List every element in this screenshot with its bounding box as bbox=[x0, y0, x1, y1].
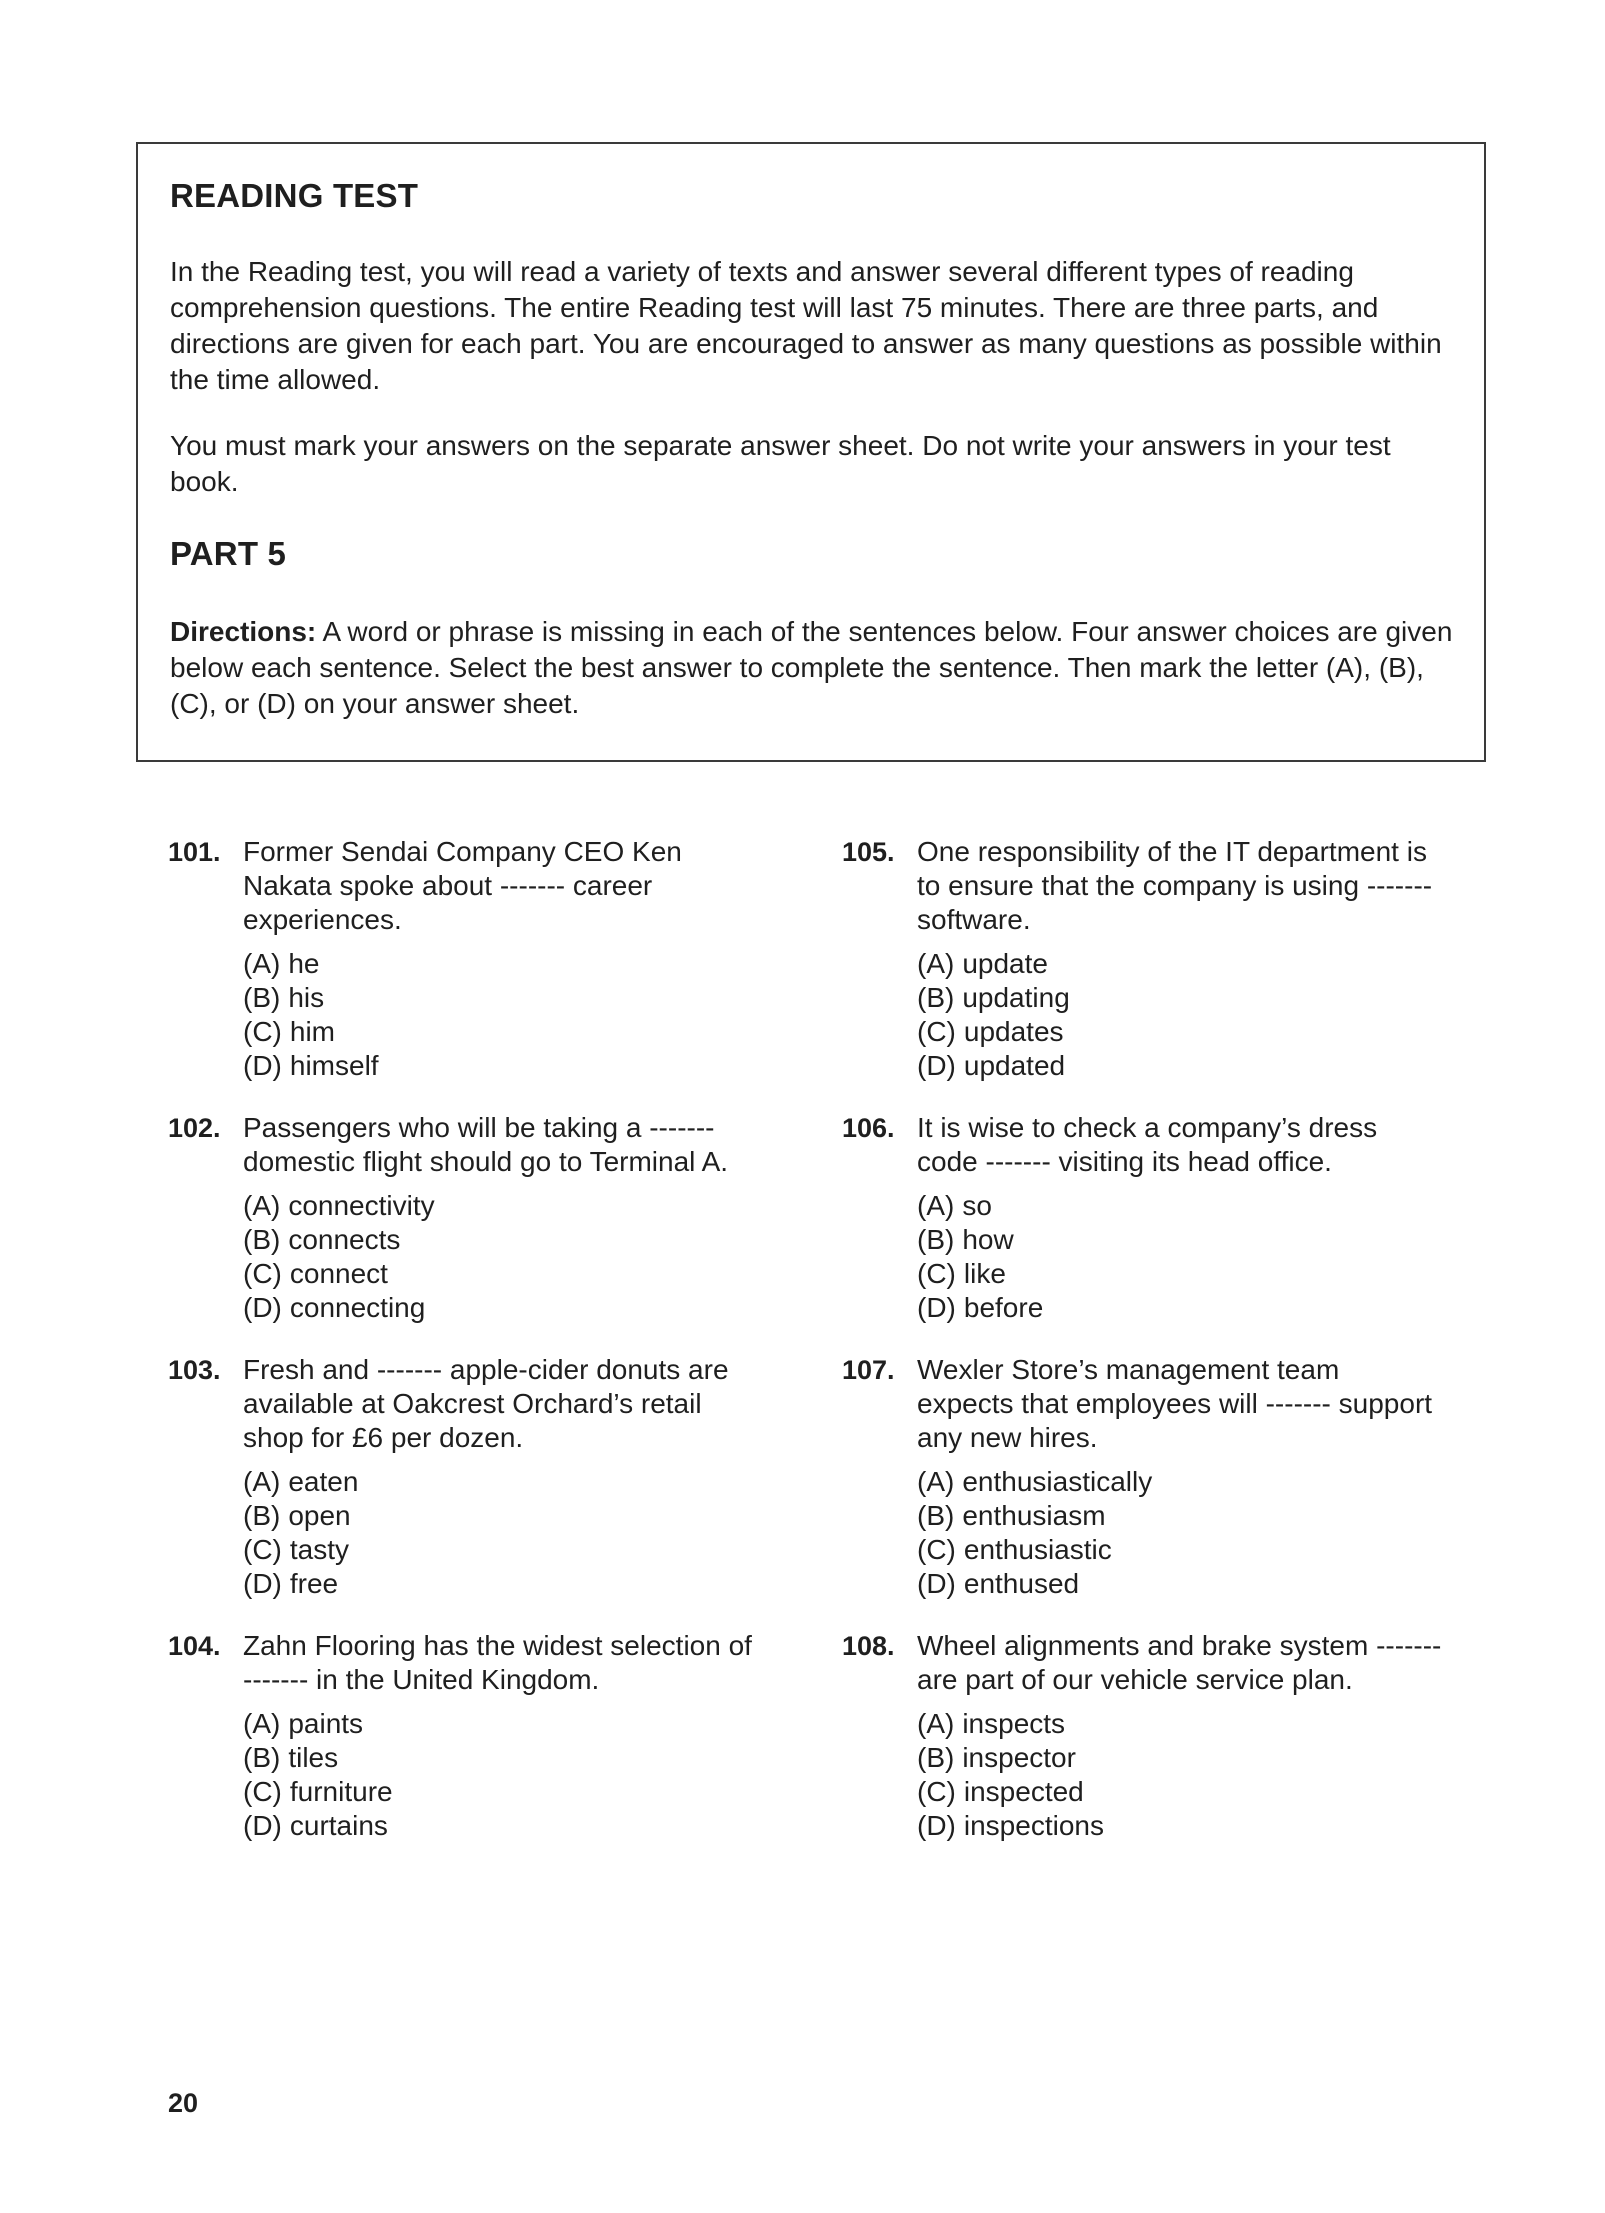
question-number: 102. bbox=[168, 1113, 221, 1143]
question-text: One responsibility of the IT department is to ensure that the company is using ------- software. bbox=[917, 836, 1433, 935]
option-letter: (A) bbox=[243, 948, 281, 979]
part-title: PART 5 bbox=[170, 535, 287, 572]
option-text: open bbox=[288, 1500, 351, 1531]
option-text: enthusiastic bbox=[963, 1534, 1112, 1565]
option-letter: (D) bbox=[243, 1050, 282, 1081]
questions-left-column bbox=[168, 835, 768, 1843]
option-text: paints bbox=[288, 1708, 364, 1739]
intro-paragraph: In the Reading test, you will read a variety of texts and answer several different types of reading comprehension questions. The entire Reading test will last 75 minutes. There are three parts, and directions are given for each part. You are encouraged to answer as many questions as possible within the time allowed. bbox=[170, 256, 1442, 395]
option-letter: (D) bbox=[917, 1568, 956, 1599]
option-letter: (D) bbox=[917, 1050, 956, 1081]
option-text: his bbox=[288, 982, 325, 1013]
option-b[interactable] bbox=[243, 1223, 768, 1257]
option-letter: (C) bbox=[243, 1776, 282, 1807]
option-d[interactable] bbox=[243, 1291, 768, 1325]
section-title: READING TEST bbox=[170, 177, 419, 214]
option-c[interactable] bbox=[917, 1015, 1442, 1049]
option-letter: (C) bbox=[243, 1258, 282, 1289]
option-letter: (B) bbox=[243, 1500, 281, 1531]
question-text: It is wise to check a company’s dress code ------- visiting its head office. bbox=[917, 1112, 1378, 1177]
option-text: enthusiasm bbox=[962, 1500, 1106, 1531]
option-a[interactable] bbox=[243, 1707, 768, 1741]
option-d[interactable] bbox=[917, 1809, 1442, 1843]
option-b[interactable] bbox=[917, 981, 1442, 1015]
option-letter: (A) bbox=[243, 1708, 281, 1739]
option-text: furniture bbox=[289, 1776, 393, 1807]
page-number: 20 bbox=[168, 2088, 199, 2118]
option-letter: (B) bbox=[243, 1742, 281, 1773]
question-number: 103. bbox=[168, 1355, 221, 1385]
question-104 bbox=[168, 1629, 768, 1843]
option-letter: (A) bbox=[917, 1708, 955, 1739]
option-c[interactable] bbox=[243, 1015, 768, 1049]
option-text: inspections bbox=[963, 1810, 1104, 1841]
option-text: inspector bbox=[962, 1742, 1076, 1773]
option-letter: (B) bbox=[243, 1224, 281, 1255]
question-text: Fresh and ------- apple-cider donuts are available at Oakcrest Orchard’s retail shop for £6 per dozen. bbox=[243, 1354, 729, 1453]
option-text: inspects bbox=[962, 1708, 1066, 1739]
option-a[interactable] bbox=[243, 1465, 768, 1499]
option-text: update bbox=[962, 948, 1048, 979]
option-text: updated bbox=[963, 1050, 1066, 1081]
question-number: 105. bbox=[842, 837, 895, 867]
option-text: he bbox=[288, 948, 320, 979]
question-number: 101. bbox=[168, 837, 221, 867]
option-text: like bbox=[963, 1258, 1006, 1289]
question-number: 104. bbox=[168, 1631, 221, 1661]
option-letter: (C) bbox=[917, 1016, 956, 1047]
option-text: connects bbox=[288, 1224, 401, 1255]
option-b[interactable] bbox=[243, 1499, 768, 1533]
option-letter: (D) bbox=[917, 1810, 956, 1841]
option-d[interactable] bbox=[243, 1049, 768, 1083]
directions-label: Directions: bbox=[170, 616, 317, 647]
option-text: curtains bbox=[289, 1810, 388, 1841]
option-a[interactable] bbox=[917, 1189, 1442, 1223]
option-text: updates bbox=[963, 1016, 1064, 1047]
directions-text: A word or phrase is missing in each of the sentences below. Four answer choices are given below each sentence. Select the best answer to complete the sentence. Then mark the letter (A), (B), (C), or (D) on your answer sheet. bbox=[170, 616, 1453, 719]
option-d[interactable] bbox=[917, 1291, 1442, 1325]
option-b[interactable] bbox=[917, 1499, 1442, 1533]
option-a[interactable] bbox=[917, 947, 1442, 981]
option-letter: (A) bbox=[243, 1190, 281, 1221]
question-108 bbox=[842, 1629, 1442, 1843]
option-c[interactable] bbox=[243, 1257, 768, 1291]
option-text: himself bbox=[289, 1050, 379, 1081]
option-letter: (B) bbox=[917, 1500, 955, 1531]
option-text: inspected bbox=[963, 1776, 1084, 1807]
intro-box bbox=[136, 142, 1486, 762]
answer-sheet-instruction: You must mark your answers on the separate answer sheet. Do not write your answers in your test book. bbox=[170, 430, 1391, 497]
option-b[interactable] bbox=[243, 1741, 768, 1775]
option-letter: (C) bbox=[917, 1776, 956, 1807]
option-b[interactable] bbox=[917, 1741, 1442, 1775]
option-text: how bbox=[962, 1224, 1014, 1255]
option-text: connectivity bbox=[288, 1190, 435, 1221]
option-a[interactable] bbox=[917, 1707, 1442, 1741]
option-letter: (A) bbox=[917, 1190, 955, 1221]
option-text: updating bbox=[962, 982, 1070, 1013]
directions-paragraph bbox=[170, 614, 1454, 722]
option-letter: (B) bbox=[243, 982, 281, 1013]
question-text: Passengers who will be taking a ------- domestic flight should go to Terminal A. bbox=[243, 1112, 729, 1177]
question-107 bbox=[842, 1353, 1442, 1601]
option-a[interactable] bbox=[243, 947, 768, 981]
option-text: enthusiastically bbox=[962, 1466, 1153, 1497]
option-c[interactable] bbox=[243, 1533, 768, 1567]
question-number: 108. bbox=[842, 1631, 895, 1661]
option-letter: (C) bbox=[917, 1258, 956, 1289]
question-102 bbox=[168, 1111, 768, 1325]
option-letter: (C) bbox=[243, 1016, 282, 1047]
option-letter: (A) bbox=[917, 1466, 955, 1497]
option-text: before bbox=[963, 1292, 1044, 1323]
option-b[interactable] bbox=[917, 1223, 1442, 1257]
option-letter: (C) bbox=[917, 1534, 956, 1565]
option-text: him bbox=[289, 1016, 335, 1047]
question-text: Wexler Store’s management team expects that employees will ------- support any new hires. bbox=[917, 1354, 1433, 1453]
option-c[interactable] bbox=[917, 1533, 1442, 1567]
option-text: free bbox=[289, 1568, 339, 1599]
option-letter: (B) bbox=[917, 1224, 955, 1255]
option-text: connect bbox=[289, 1258, 388, 1289]
option-c[interactable] bbox=[917, 1257, 1442, 1291]
option-letter: (C) bbox=[243, 1534, 282, 1565]
option-d[interactable] bbox=[243, 1567, 768, 1601]
option-letter: (D) bbox=[243, 1568, 282, 1599]
option-text: tasty bbox=[289, 1534, 350, 1565]
option-letter: (D) bbox=[917, 1292, 956, 1323]
option-letter: (D) bbox=[243, 1810, 282, 1841]
question-number: 107. bbox=[842, 1355, 895, 1385]
option-letter: (A) bbox=[917, 948, 955, 979]
option-letter: (B) bbox=[917, 1742, 955, 1773]
option-c[interactable] bbox=[243, 1775, 768, 1809]
question-106 bbox=[842, 1111, 1442, 1325]
option-letter: (D) bbox=[243, 1292, 282, 1323]
question-101 bbox=[168, 835, 768, 1083]
question-text: Zahn Flooring has the widest selection of ------- in the United Kingdom. bbox=[243, 1630, 752, 1695]
option-letter: (A) bbox=[243, 1466, 281, 1497]
question-number: 106. bbox=[842, 1113, 895, 1143]
option-b[interactable] bbox=[243, 981, 768, 1015]
option-d[interactable] bbox=[917, 1049, 1442, 1083]
option-text: enthused bbox=[963, 1568, 1080, 1599]
option-d[interactable] bbox=[243, 1809, 768, 1843]
question-text: Wheel alignments and brake system ------- are part of our vehicle service plan. bbox=[917, 1630, 1442, 1695]
question-103 bbox=[168, 1353, 768, 1601]
option-letter: (B) bbox=[917, 982, 955, 1013]
option-d[interactable] bbox=[917, 1567, 1442, 1601]
option-c[interactable] bbox=[917, 1775, 1442, 1809]
option-a[interactable] bbox=[917, 1465, 1442, 1499]
option-text: tiles bbox=[288, 1742, 339, 1773]
question-105 bbox=[842, 835, 1442, 1083]
option-a[interactable] bbox=[243, 1189, 768, 1223]
option-text: eaten bbox=[288, 1466, 359, 1497]
option-text: connecting bbox=[289, 1292, 426, 1323]
question-text: Former Sendai Company CEO Ken Nakata spoke about ------- career experiences. bbox=[243, 836, 682, 935]
questions-right-column bbox=[842, 835, 1442, 1843]
option-text: so bbox=[962, 1190, 992, 1221]
